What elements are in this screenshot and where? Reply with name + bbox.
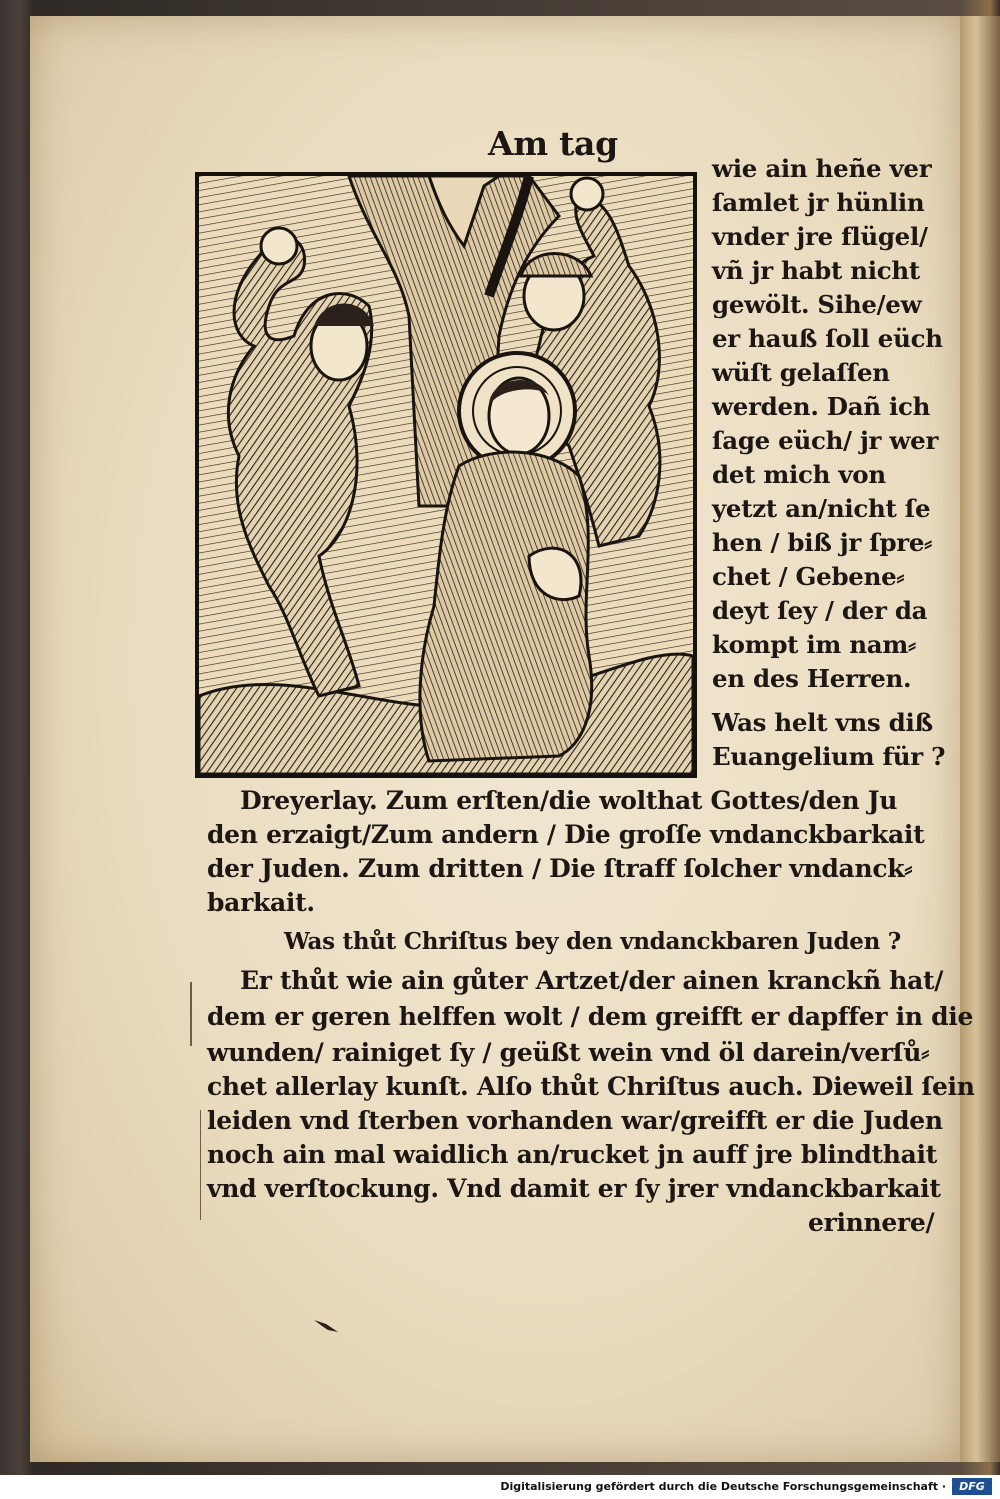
side-line: en des Herren. — [712, 664, 912, 693]
side-line: vñ jr habt nicht — [712, 256, 920, 285]
question-line: Euangelium für ? — [712, 742, 946, 771]
answer-line: der Juden. Zum dritten / Die ſtraff ſolcher vndanck⸗ — [207, 854, 913, 883]
ink-speck — [312, 1316, 342, 1334]
side-line: wüſt gelaſſen — [712, 358, 890, 387]
side-line: wie ain heñe ver — [712, 154, 932, 183]
answer-line: wunden/ rainiget ſy / geüßt wein vnd öl darein/verſů⸗ — [207, 1038, 930, 1067]
answer-line: noch ain mal waidlich an/rucket jn auff jre blindthait — [207, 1140, 937, 1169]
side-line: kompt im nam⸗ — [712, 630, 916, 659]
side-line: deyt ſey / der da — [712, 596, 928, 625]
side-line: gewölt. Sihe/ew — [712, 290, 922, 319]
side-line: yetzt an/nicht ſe — [712, 494, 931, 523]
side-line: det mich von — [712, 460, 886, 489]
dfg-logo: DFG — [952, 1478, 992, 1495]
answer-line: Er thůt wie ain gůter Artzet/der ainen kranckñ hat/ — [240, 966, 944, 995]
answer-line: barkait. — [207, 888, 315, 917]
question-2: Was thůt Chriſtus bey den vndanckbaren Juden ? — [284, 928, 901, 955]
margin-mark — [200, 1110, 201, 1220]
side-line: ſage eüch/ jr wer — [712, 426, 939, 455]
side-line: ſamlet jr hünlin — [712, 188, 925, 217]
page-edge — [960, 16, 1000, 1462]
footer-credit: Digitalisierung gefördert durch die Deutsche Forschungsgemeinschaft · — [500, 1480, 946, 1493]
answer-line: den erzaigt/Zum andern / Die groſſe vndanckbarkait — [207, 820, 925, 849]
answer-line: Dreyerlay. Zum erſten/die wolthat Gottes/den Ju — [240, 786, 898, 815]
woodcut-drawing — [199, 176, 693, 774]
side-line: werden. Dañ ich — [712, 392, 931, 421]
margin-mark — [190, 982, 192, 1046]
side-line: hen / biß jr ſpre⸗ — [712, 528, 933, 557]
question-line: Was helt vns diß — [712, 708, 933, 737]
answer-line: vnd verſtockung. Vnd damit er ſy jrer vndanckbarkait — [207, 1174, 941, 1203]
woodcut-illustration — [195, 172, 697, 778]
running-header: Am tag — [488, 124, 618, 163]
answer-line: dem er geren helffen wolt / dem greifft er dapffer in die — [207, 1002, 974, 1031]
footer-bar — [0, 1475, 1000, 1499]
catchword: erinnere/ — [808, 1208, 935, 1237]
answer-line: leiden vnd ſterben vorhanden war/greifft er die Juden — [207, 1106, 943, 1135]
answer-line: chet allerlay kunſt. Alſo thůt Chriſtus auch. Dieweil ſein — [207, 1072, 975, 1101]
side-line: er hauß ſoll eüch — [712, 324, 943, 353]
side-line: chet / Gebene⸗ — [712, 562, 905, 591]
side-line: vnder jre flügel/ — [712, 222, 928, 251]
